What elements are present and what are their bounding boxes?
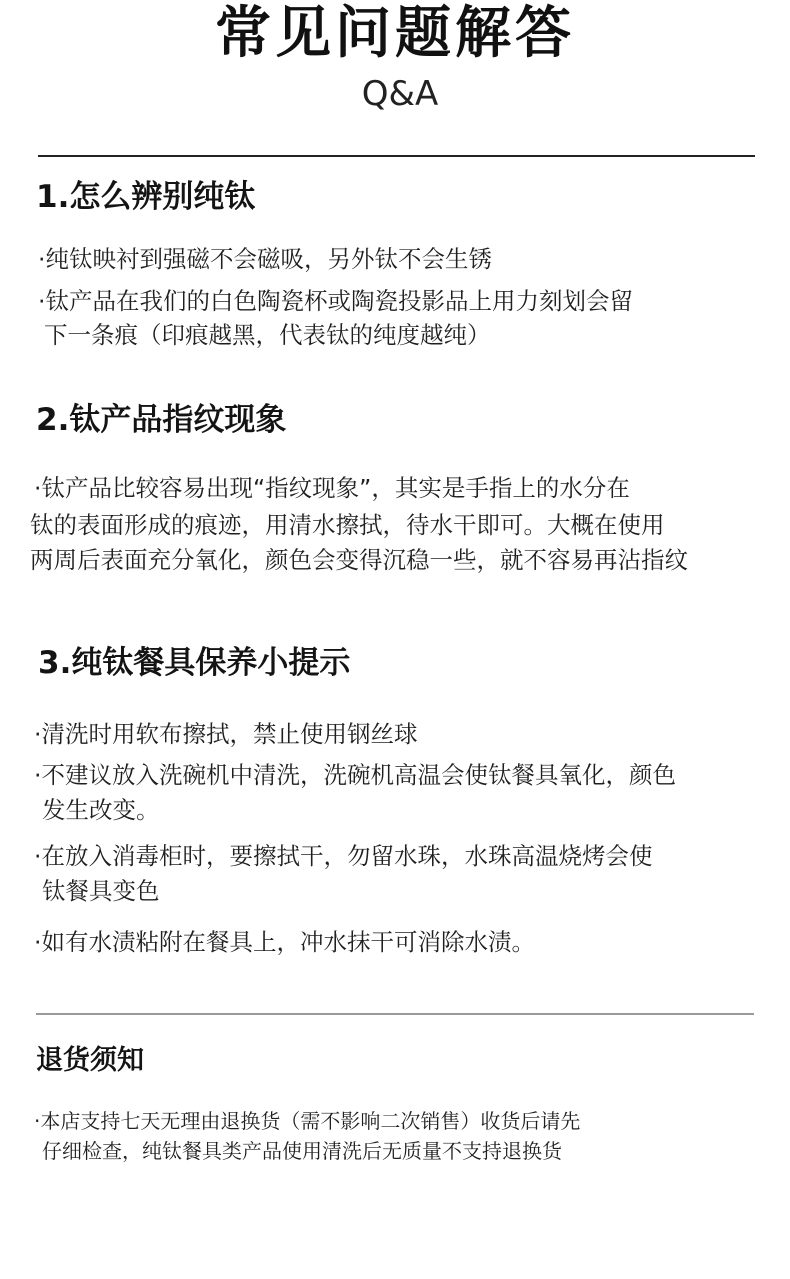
section-text-line: 钛的表面形成的痕迹，用清水擦拭，待水干即可。大概在使用 [30,511,665,539]
section-text-line: 两周后表面充分氧化，颜色会变得沉稳一些，就不容易再沾指纹 [30,546,688,574]
section-heading: 2.钛产品指纹现象 [36,402,287,438]
section-text-line: ·在放入消毒柜时，要擦拭干，勿留水珠，水珠高温烧烤会使 [34,842,653,870]
section-text-line: ·如有水渍粘附在餐具上，冲水抹干可消除水渍。 [34,928,535,956]
page-title: 常见问题解答 [215,1,575,66]
section-heading: 退货须知 [36,1045,144,1076]
section-heading: 3.纯钛餐具保养小提示 [38,645,351,681]
section-divider [36,1013,754,1015]
section-text-line: 发生改变。 [42,796,160,824]
header-divider [38,155,755,157]
section-text-line: ·不建议放入洗碗机中清洗，洗碗机高温会使钛餐具氧化，颜色 [34,761,676,789]
section-text-line: 下一条痕（印痕越黑，代表钛的纯度越纯） [44,321,491,349]
section-text-line: ·纯钛映衬到强磁不会磁吸，另外钛不会生锈 [38,245,492,273]
section-text-line: ·本店支持七天无理由退换货（需不影响二次销售）收货后请先 [34,1109,581,1133]
section-text-line: 钛餐具变色 [42,877,160,905]
section-text-line: 仔细检查，纯钛餐具类产品使用清洗后无质量不支持退换货 [42,1139,562,1163]
section-text-line: ·清洗时用软布擦拭，禁止使用钢丝球 [34,720,418,748]
section-text-line: ·钛产品比较容易出现“指纹现象”，其实是手指上的水分在 [34,474,630,502]
section-text-line: ·钛产品在我们的白色陶瓷杯或陶瓷投影品上用力刻划会留 [38,287,633,315]
section-heading: 1.怎么辨别纯钛 [36,179,256,215]
page-subtitle: Q&A [361,74,439,114]
